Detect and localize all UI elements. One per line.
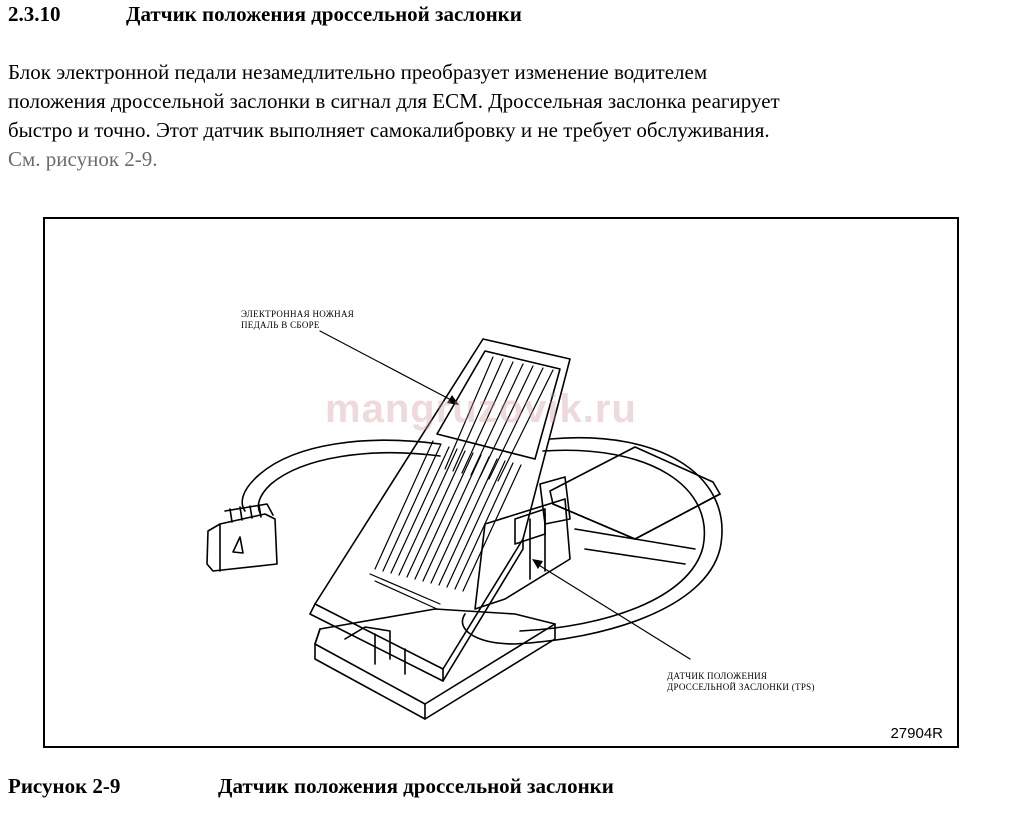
cable-left-inner <box>258 453 440 513</box>
callout-line: ДАТЧИК ПОЛОЖЕНИЯ <box>667 671 768 681</box>
watermark: mangruzovik.ru <box>325 387 637 431</box>
pedal-illustration <box>45 219 957 746</box>
figure-reference-link[interactable]: См. рисунок 2-9. <box>8 147 158 171</box>
section-number: 2.3.10 <box>8 2 61 26</box>
body-paragraph <box>8 58 1018 174</box>
section-heading <box>8 2 522 27</box>
callout-line: ПЕДАЛЬ В СБОРЕ <box>241 320 320 330</box>
figure-caption <box>8 774 614 799</box>
base-plate <box>315 609 555 704</box>
figure-frame <box>43 217 959 748</box>
cable-left <box>242 440 440 511</box>
section-title: Датчик положения дроссельной заслонки <box>126 2 522 26</box>
callout-line: ДРОССЕЛЬНОЙ ЗАСЛОНКИ (TPS) <box>667 682 815 692</box>
paragraph-line: Блок электронной педали незамедлительно преобразует изменение водителем <box>8 60 708 84</box>
caption-number: Рисунок 2-9 <box>8 774 121 798</box>
paragraph-line: быстро и точно. Этот датчик выполняет самокалибровку и не требует обслуживания. <box>8 118 770 142</box>
paragraph-line: положения дроссельной заслонки в сигнал для ECM. Дроссельная заслонка реагирует <box>8 89 780 113</box>
caption-title: Датчик положения дроссельной заслонки <box>218 774 614 798</box>
callout-tps-leader <box>537 564 690 659</box>
callout-line: ЭЛЕКТРОННАЯ НОЖНАЯ <box>241 309 355 319</box>
cable-loop-inner <box>520 450 704 631</box>
connector-plug <box>207 514 277 571</box>
callout-pedal-assembly <box>241 309 354 331</box>
arrow-head-tps <box>532 559 543 569</box>
pedal-pad-right <box>550 447 720 539</box>
callout-tps <box>667 671 815 693</box>
figure-id: 27904R <box>890 725 943 742</box>
